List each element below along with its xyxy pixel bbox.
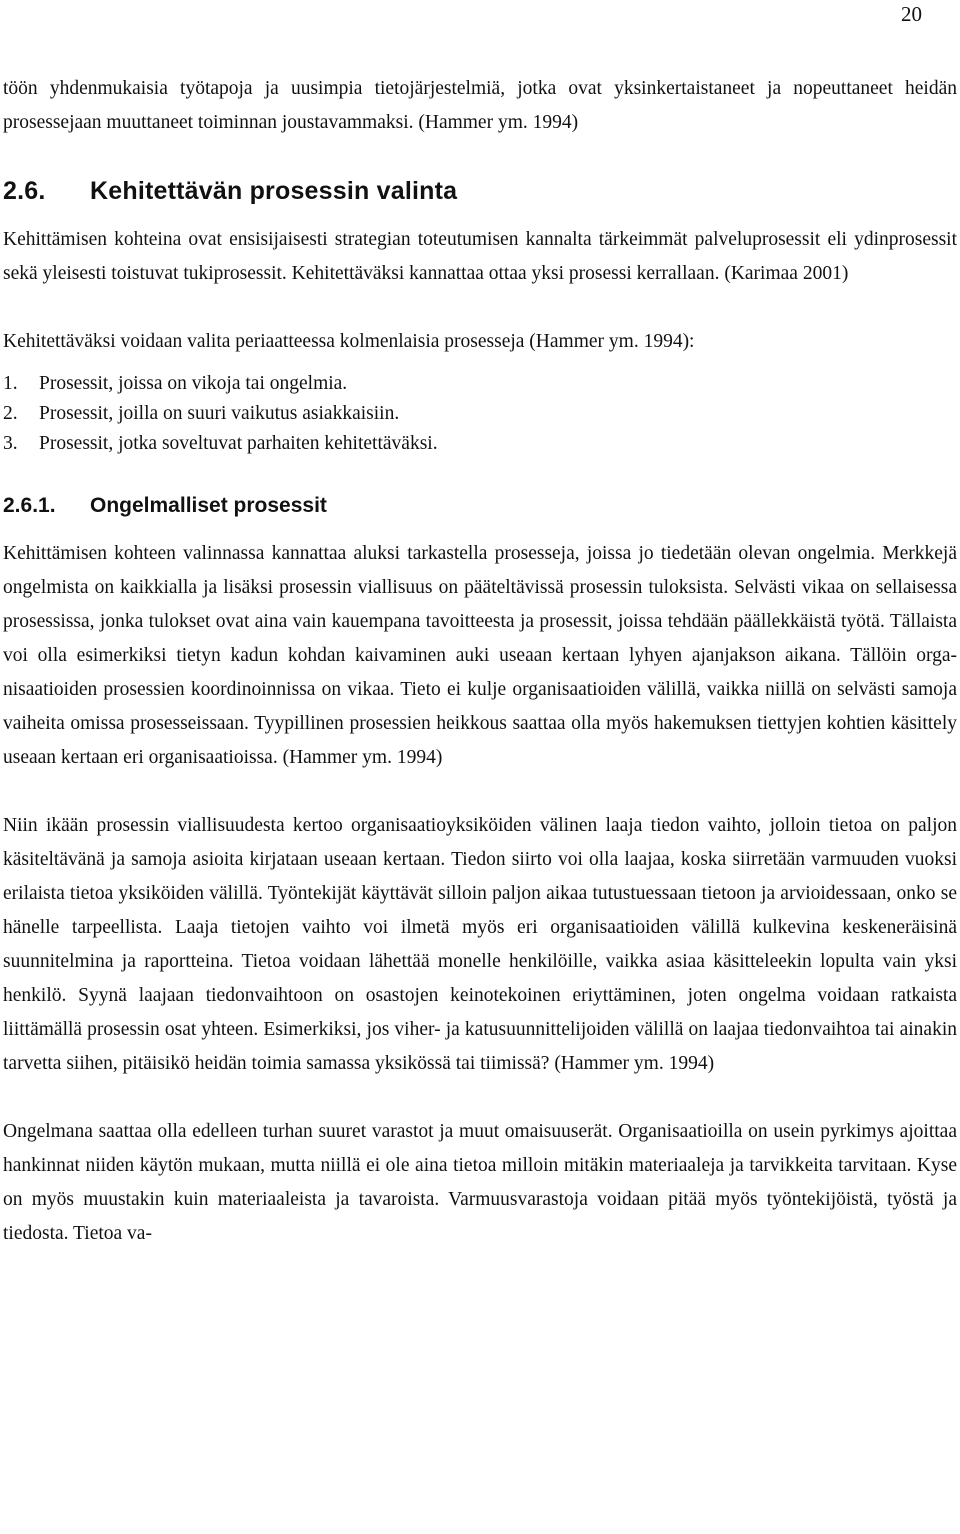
list-item	[3, 399, 957, 429]
list-item-text: Prosessit, jotka soveltuvat parhaiten kehitettäväksi.	[39, 433, 438, 454]
page-number: 20	[901, 2, 922, 26]
section-title: Kehitettävän prosessin valinta	[90, 177, 458, 205]
section-paragraph-2: Kehitettäväksi voidaan valita periaatteessa kolmenlaisia prosesseja (Hammer ym. 1994):	[3, 331, 695, 352]
subsection-paragraph-1: Kehittämisen kohteen valinnassa kannattaa aluksi tarkastella prosesseja, joissa jo tiedetään olevan ongelmia. Merkkejä ongelmista on kaikkialla ja lisäksi prosessin viallisuus on pääteltävissä prosessin tuloksista. Selvästi vikaa on sellaisessa prosessissa, jonka tulokset ovat aina vain kauempana tavoitteesta ja prosessit, joissa tehdään päällekkäistä työtä. Tällaista voi olla esimerkiksi tietyn kadun kohdan kaivaminen auki useaan kertaan lyhyen ajanjakson aikana. Tällöin organisaatioiden prosessien koordinoinnissa on vikaa. Tieto ei kulje organisaatioiden välillä, vaikka niillä on selvästi samoja vaiheita omissa prosesseissaan. Tyypillinen prosessien heikkous saattaa olla myös hakemuksen tiettyjen kohtien käsittely useaan kertaan eri organisaatioissa. (Hammer ym. 1994)	[3, 543, 957, 768]
list-item-number: 3.	[3, 433, 18, 454]
criteria-list	[3, 369, 957, 459]
list-item-number: 1.	[3, 373, 18, 394]
section-number: 2.6.	[3, 177, 46, 205]
section-paragraph-1: Kehittämisen kohteina ovat ensisijaisesti strategian toteutumisen kannalta tärkeimmät palveluprosessit eli ydinprosessit sekä yleisesti toistuvat tukiprosessit. Kehitettäväksi kannattaa ottaa yksi prosessi kerrallaan. (Karimaa 2001)	[3, 229, 957, 284]
criteria-list-block	[3, 369, 957, 459]
list-item	[3, 429, 957, 459]
list-item-text: Prosessit, joissa on vikoja tai ongelmia.	[39, 373, 348, 394]
list-item-text: Prosessit, joilla on suuri vaikutus asiakkaisiin.	[39, 403, 400, 424]
subsection-number: 2.6.1.	[3, 494, 56, 517]
document-body	[3, 72, 957, 1251]
subsection-paragraph-3: Ongelmana saattaa olla edelleen turhan suuret varastot ja muut omaisuuserät. Organisaatioilla on usein pyrkimys ajoittaa hankinnat niiden käytön mukaan, mutta niillä ei ole aina tietoa milloin mitäkin materiaaleja ja tarvikkeita tarvitaan. Kyse on myös muustakin kuin materiaaleista ja tavaroista. Varmuusvarastoja voidaan pitää myös työntekijöistä, työstä ja tiedosta. Tietoa va-	[3, 1121, 957, 1244]
intro-paragraph: töön yhdenmukaisia työtapoja ja uusimpia tietojärjestelmiä, jotka ovat yksinkertaistaneet ja nopeuttaneet heidän prosessejaan muuttaneet toiminnan joustavammaksi. (Hammer ym. 1994)	[3, 78, 957, 133]
subsection-title: Ongelmalliset prosessit	[90, 494, 327, 517]
list-item	[3, 369, 957, 399]
subsection-paragraph-2: Niin ikään prosessin viallisuudesta kertoo organisaatioyksiköiden välinen laaja tiedon vaihto, jolloin tietoa on paljon käsiteltävänä ja samoja asioita kirjataan useaan kertaan. Tiedon siirto voi olla laajaa, koska siirretään varmuuden vuoksi erilaista tietoa yksiköiden välillä. Työntekijät käyttävät silloin paljon aikaa tutustuessaan tietoon ja arvioidessaan, onko se hänelle tarpeellista. Laaja tietojen vaihto voi ilmetä myös eri organisaatioiden välillä kulkevina keskeneräisinä suunnitelmina ja raportteina. Tietoa voidaan lähettää monelle henkilöille, vaikka asiaa käsitteleekin lopulta vain yksi henkilö. Syynä laajaan tiedonvaihtoon on osastojen keinotekoinen eriyttäminen, joten ongelma voidaan ratkaista liittämällä prosessin osat yhteen. Esimerkiksi, jos viher- ja katusuunnittelijoiden välillä on laajaa tiedonvaihtoa tai ainakin tarvetta siihen, pitäisikö heidän toimia samassa yksikössä tai tiimissä? (Hammer ym. 1994)	[3, 815, 957, 1074]
section-heading	[3, 174, 957, 208]
list-item-number: 2.	[3, 403, 18, 424]
subsection-heading	[3, 489, 957, 523]
